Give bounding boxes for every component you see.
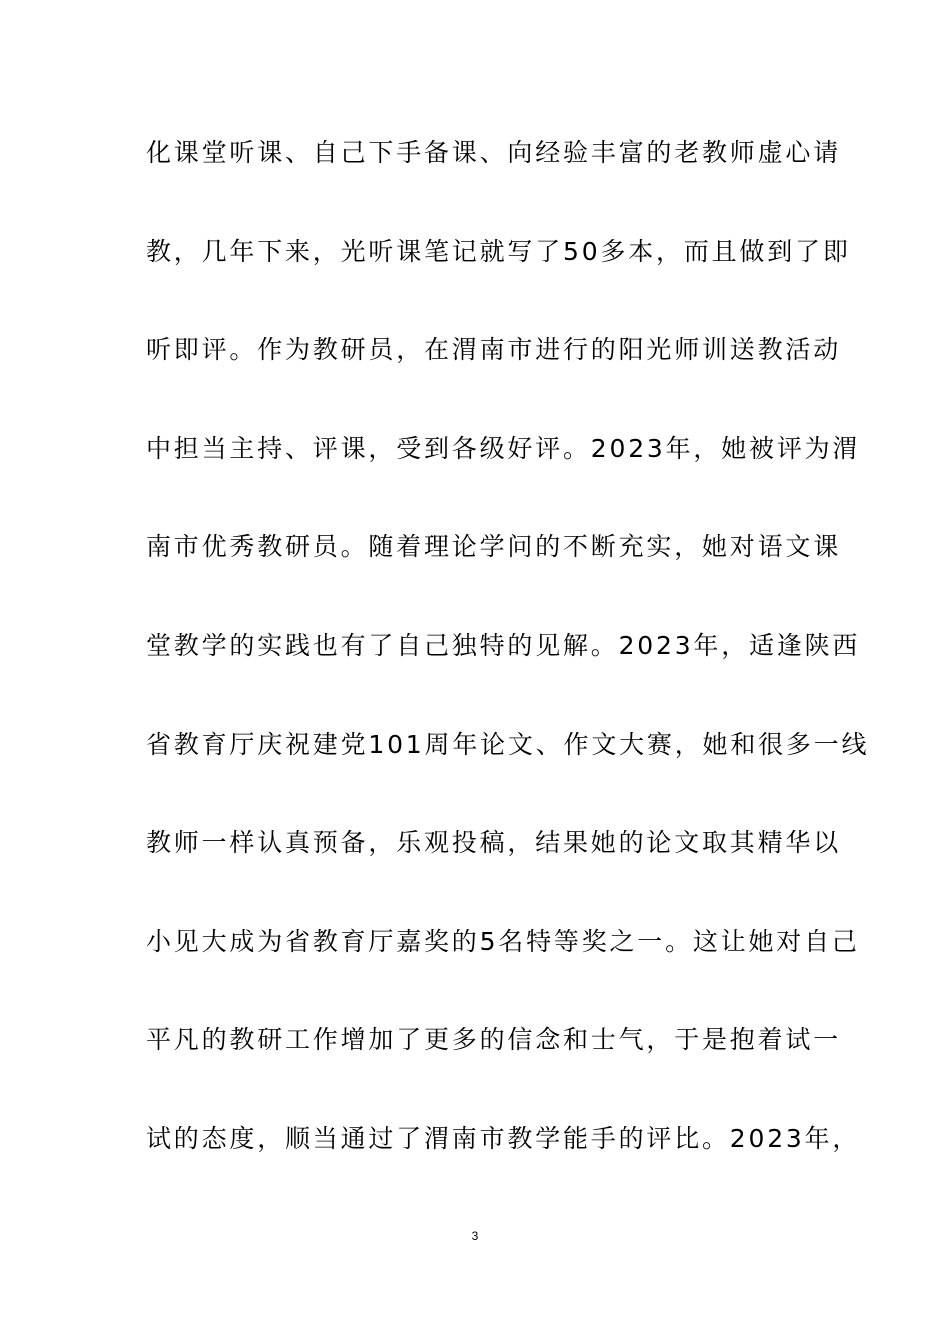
- text-line: 试的态度，顺当通过了渭南市教学能手的评比。2023年，: [146, 1123, 861, 1153]
- text-line: 教，几年下来，光听课笔记就写了50多本，而且做到了即: [146, 236, 851, 266]
- text-line: 教师一样认真预备，乐观投稿，结果她的论文取其精华以: [146, 828, 842, 858]
- text-line: 小见大成为省教育厅嘉奖的5名特等奖之一。这让她对自己: [146, 926, 860, 956]
- text-line: 听即评。作为教研员，在渭南市进行的阳光师训送教活动: [146, 335, 842, 365]
- text-line: 南市优秀教研员。随着理论学问的不断充实，她对语文课: [146, 532, 842, 562]
- text-line: 省教育厅庆祝建党101周年论文、作文大赛，她和很多一线: [146, 729, 870, 759]
- text-line: 平凡的教研工作增加了更多的信念和士气，于是抱着试一: [146, 1025, 842, 1055]
- text-line: 中担当主持、评课，受到各级好评。2023年，她被评为渭: [146, 433, 861, 463]
- body-text: [146, 128, 870, 1213]
- text-line: 化课堂听课、自己下手备课、向经验丰富的老教师虚心请: [146, 138, 842, 167]
- text-line: 堂教学的实践也有了自己独特的见解。2023年，适逢陕西: [146, 630, 861, 660]
- page-number: 3: [471, 1229, 479, 1243]
